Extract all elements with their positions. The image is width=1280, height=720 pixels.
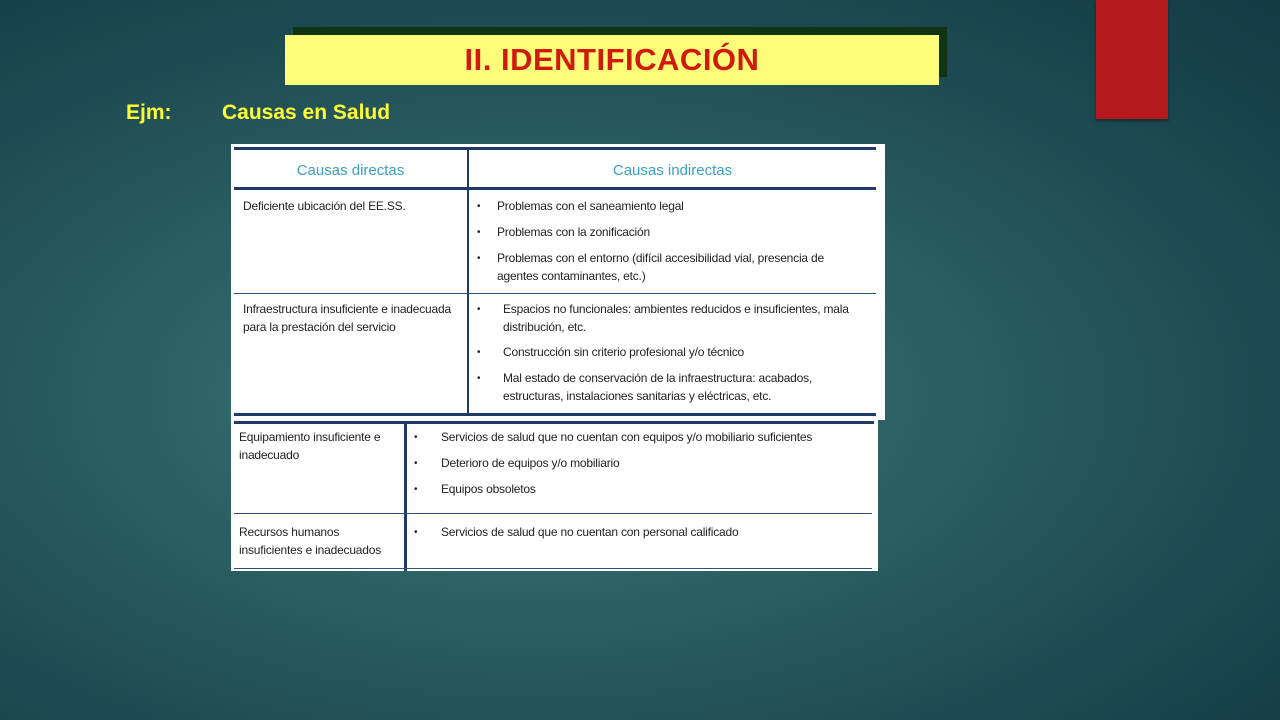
slide-title-text: II. IDENTIFICACIÓN [464,42,760,77]
direct-cause-4: Recursos humanos insuficientes e inadecuados [239,525,382,557]
table-column-divider [467,150,469,414]
direct-cause-3: Equipamiento insuficiente e inadecuado [239,430,381,462]
direct-cause-2: Infraestructura insuficiente e inadecuada para la prestación del servicio [243,302,451,334]
indirect-cause-2-1: • Espacios no funcionales: ambientes reducidos e insuficientes, mala distribución, etc. [477,301,863,336]
subtitle-text: Causas en Salud [222,101,391,124]
table-header-rule [234,187,876,190]
indirect-cause-4-1: • Servicios de salud que no cuentan con personal calificado [414,524,881,542]
slide-title [285,35,939,85]
indirect-cause-3-2: • Deterioro de equipos y/o mobiliario [414,455,881,473]
subtitle-prefix: Ejm: [126,101,172,124]
indirect-cause-3-1: • Servicios de salud que no cuentan con equipos y/o mobiliario suficientes [414,429,881,447]
table-bottom-rule [234,413,876,416]
causes-table-part-1 [231,144,885,420]
header-direct-causes: Causas directas [296,162,405,179]
indirect-cause-3-3: • Equipos obsoletos [414,481,881,499]
direct-cause-1: Deficiente ubicación del EE.SS. [243,199,406,213]
indirect-cause-2-2: • Construcción sin criterio profesional y/o técnico [477,344,873,362]
causes-table-part-2 [231,420,878,571]
table2-top-rule [234,421,874,424]
header-indirect-causes: Causas indirectas [612,162,733,179]
table2-bottom-rule [234,568,872,569]
indirect-cause-1-2: • Problemas con la zonificación [477,224,877,242]
indirect-cause-2-3: • Mal estado de conservación de la infraestructura: acabados, estructuras, instalaciones sanitarias y eléctricas, etc. [477,370,873,405]
table2-column-divider [404,424,407,571]
table2-row-divider [234,513,872,514]
indirect-cause-1-1: • Problemas con el saneamiento legal [477,198,877,216]
table-row-divider [234,293,876,294]
accent-tab [1096,0,1168,119]
table-top-rule [234,147,876,150]
indirect-cause-1-3: • Problemas con el entorno (difícil accesibilidad vial, presencia de agentes contaminantes, etc.) [477,250,857,285]
